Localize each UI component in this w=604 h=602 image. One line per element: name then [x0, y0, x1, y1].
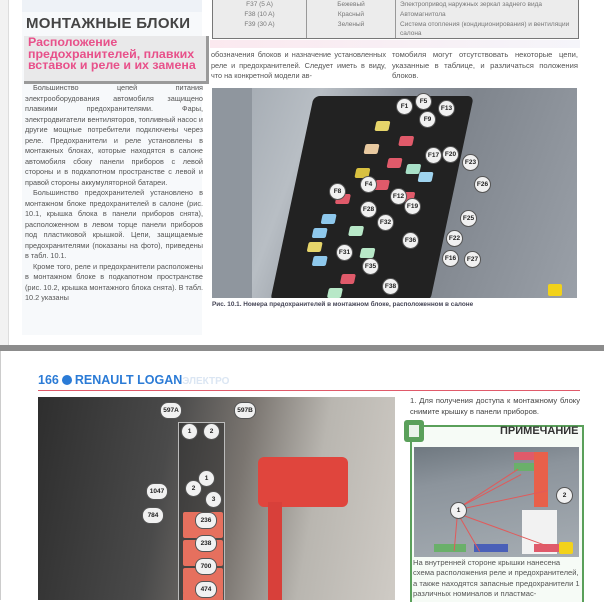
callout-f31: F31	[336, 244, 353, 261]
table-row	[213, 20, 578, 38]
callout-f19: F19	[404, 198, 421, 215]
red-cable	[268, 502, 282, 600]
battery-terminal-cap	[258, 457, 348, 507]
fuse-cell: F38 (10 A)	[213, 10, 307, 20]
fuse-cell: F39 (30 A)	[213, 20, 307, 38]
callout-f8: F8	[329, 183, 346, 200]
paragraph-1: Большинство цепей питания электрооборудования автомобиля защищено плавкими предохранителями. Фары, электродвигатели вентиляторов, топливный насос и другие мощные потребители подключены через реле. Предохранители и реле установлены в монтажных блоках, которые находятся в салоне автомобиля сбоку панели приборов с левой стороны и в подкапотном пространстве с левой и правой стороны аккумуляторной батареи.	[25, 83, 203, 187]
note-photo	[414, 447, 579, 557]
table-row	[213, 0, 578, 10]
callout-f25: F25	[460, 210, 477, 227]
callout-relay-2: 2	[185, 480, 202, 497]
callout-f23: F23	[462, 154, 479, 171]
callout-f5: F5	[415, 93, 432, 110]
left-column-text	[25, 83, 203, 304]
callout-700: 700	[195, 558, 217, 575]
door-edge	[212, 88, 252, 298]
color-cell: Зеленый	[307, 20, 396, 38]
fuse-cell: F37 (5 A)	[213, 0, 307, 10]
callout-f13: F13	[438, 100, 455, 117]
page-edge	[0, 0, 9, 345]
callout-f22: F22	[446, 230, 463, 247]
callout-f17: F17	[425, 147, 442, 164]
callout-474: 474	[195, 581, 217, 598]
figure-10-1-photo	[212, 88, 577, 298]
ghost-header: ЭЛЕКТРО	[182, 376, 230, 387]
circuit-cell: Автомагнитола	[400, 11, 446, 18]
callout-236: 236	[195, 512, 217, 529]
callout-597a: 597A	[160, 402, 182, 419]
callout-f32: F32	[377, 214, 394, 231]
callout-f35: F35	[362, 258, 379, 275]
note-callout-1: 1	[450, 502, 467, 519]
callout-relay-1: 1	[198, 470, 215, 487]
callout-238: 238	[195, 535, 217, 552]
color-cell: Бежевый	[307, 0, 396, 10]
paragraph-2: Большинство предохранителей установлено в монтажном блоке предохранителей в салоне (рис. 10.1, крышка блока в панели приборов снята), расположенном в левом торце панели приборов под пластиковой крышкой. Цепи, защищаемые предохранителями (показаны на фото), приведены в табл. 10.1.	[25, 188, 203, 260]
callout-f28: F28	[360, 201, 377, 218]
spare-fuse	[434, 544, 466, 552]
figure-engine-bay-photo	[38, 397, 395, 600]
page-header	[38, 373, 229, 387]
callout-f26: F26	[474, 176, 491, 193]
column-3-text: томобиля могут отсутствовать некоторые цепи, указанные в таблице, и различаться положения блоков.	[392, 50, 578, 80]
callout-f36: F36	[402, 232, 419, 249]
spare-fuse-red	[514, 452, 534, 460]
callout-f27: F27	[464, 251, 481, 268]
note-icon	[404, 420, 424, 442]
callout-1047: 1047	[146, 483, 168, 500]
color-cell: Красный	[307, 10, 396, 20]
callout-f38: F38	[382, 278, 399, 295]
bullet-icon	[62, 375, 72, 385]
table-row	[213, 10, 578, 20]
callout-2: 2	[203, 423, 220, 440]
note-title: ПРИМЕЧАНИЕ	[500, 425, 579, 437]
top-band	[22, 0, 202, 12]
section-title: МОНТАЖНЫЕ БЛОКИ	[26, 15, 191, 32]
circuit-cell: Электропривод наружных зеркал заднего вида	[400, 1, 543, 8]
callout-597b: 597B	[234, 402, 256, 419]
callout-f1: F1	[396, 98, 413, 115]
callout-relay-3: 3	[205, 491, 222, 508]
callout-784: 784	[142, 507, 164, 524]
column-2-text: обозначения блоков и назначение установленных реле и предохранителей. Следует иметь в виду, что на конкретной модели ав-	[211, 50, 386, 80]
book-title: RENAULT LOGAN	[74, 373, 183, 387]
subsection-title: Расположение предохранителей, плавких вставок и реле и их замена	[28, 35, 196, 72]
callout-f4: F4	[360, 176, 377, 193]
callout-f20: F20	[442, 146, 459, 163]
callout-1: 1	[181, 423, 198, 440]
car-symbol-icon	[559, 542, 573, 554]
decorative-band	[210, 40, 580, 48]
car-symbol-icon	[548, 284, 562, 296]
note-callout-2: 2	[556, 487, 573, 504]
figure-10-1-caption: Рис. 10.1. Номера предохранителей в монтажном блоке, расположенном в салоне	[212, 301, 474, 308]
page-number: 166	[38, 373, 59, 387]
step-1-text: 1. Для получения доступа к монтажному блоку снимите крышку в панели приборов.	[410, 396, 580, 416]
callout-f12: F12	[390, 188, 407, 205]
note-text: На внутренней стороне крышки нанесена схема расположения реле и предохранителей, а также находятся запасные предохранители 1 различных номиналов и пластмас-	[413, 558, 580, 598]
circuit-cell: Система отопления (кондиционирования) и вентиляции салона	[400, 21, 570, 37]
header-rule	[38, 390, 580, 391]
paragraph-3: Кроме того, реле и предохранители расположены в монтажном блоке в подкапотном пространстве (рис. 10.2, крышка монтажного блока снята). В табл. 10.2 указаны	[25, 261, 203, 302]
callout-f9: F9	[419, 111, 436, 128]
callout-f16: F16	[442, 250, 459, 267]
fuse-puller	[534, 452, 548, 507]
fuse-table	[212, 0, 579, 39]
